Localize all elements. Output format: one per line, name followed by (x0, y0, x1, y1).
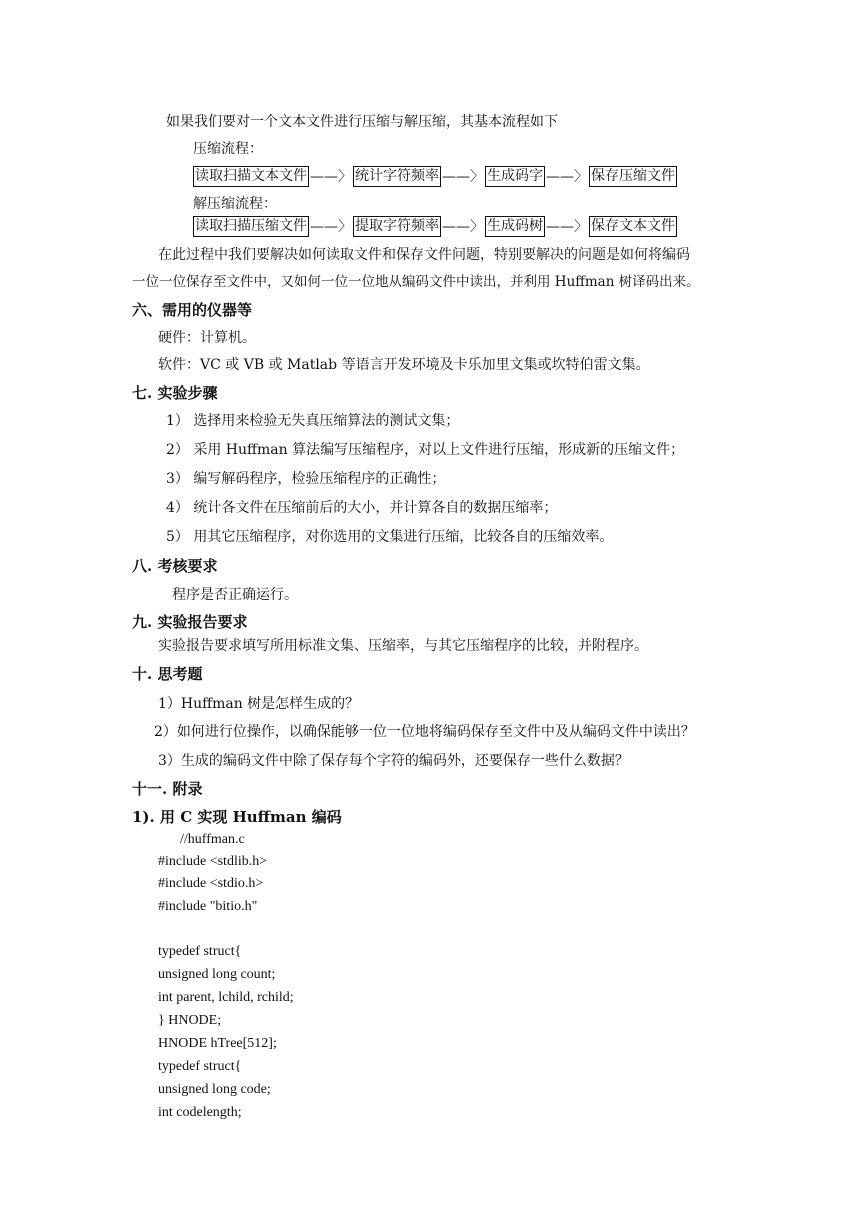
code-line: //huffman.c (180, 832, 245, 847)
list-item: 5） 用其它压缩程序，对你选用的文集进行压缩，比较各自的压缩效率。 (166, 529, 614, 545)
code-line: typedef struct{ (158, 944, 242, 959)
section-heading: 十. 思考题 (132, 665, 203, 683)
code-line: #include "bitio.h" (158, 899, 258, 914)
compress-flow (193, 166, 677, 187)
code-line: #include <stdlib.h> (158, 854, 268, 869)
compress-flow-label: 压缩流程： (193, 141, 263, 157)
flow-arrow: ——〉 (310, 218, 352, 235)
flow-arrow: ——〉 (546, 168, 588, 185)
section-heading: 八. 考核要求 (132, 557, 218, 575)
list-item: 4） 统计各文件在压缩前后的大小，并计算各自的数据压缩率； (166, 500, 558, 516)
subsection-heading: 1). 用 C 实现 Huffman 编码 (132, 808, 342, 826)
software-text: 软件：VC 或 VB 或 Matlab 等语言开发环境及卡乐加里文集或坎特伯雷文集。 (158, 357, 650, 373)
decompress-step-box: 提取字符频率 (353, 216, 441, 237)
compress-step-box: 读取扫描文本文件 (193, 166, 309, 187)
section-heading: 十一. 附录 (132, 780, 203, 798)
question-item: 1）Huffman 树是怎样生成的？ (158, 696, 360, 712)
decompress-step-box: 读取扫描压缩文件 (193, 216, 309, 237)
list-item: 1） 选择用来检验无失真压缩算法的测试文集； (166, 413, 460, 429)
compress-step-box: 统计字符频率 (353, 166, 441, 187)
decompress-step-box: 生成码树 (485, 216, 545, 237)
paragraph-line: 在此过程中我们要解决如何读取文件和保存文件问题，特别要解决的问题是如何将编码 (158, 247, 690, 263)
section-heading: 七. 实验步骤 (132, 384, 218, 402)
flow-arrow: ——〉 (546, 218, 588, 235)
decompress-flow (193, 216, 677, 237)
flow-arrow: ——〉 (442, 168, 484, 185)
paragraph-line: 一位一位保存至文件中，又如何一位一位地从编码文件中读出，并利用 Huffman 树译码出来。 (132, 274, 700, 290)
code-line: HNODE hTree[512]; (158, 1036, 277, 1051)
decompress-flow-label: 解压缩流程： (193, 196, 277, 212)
question-item: 3）生成的编码文件中除了保存每个字符的编码外，还要保存一些什么数据？ (158, 753, 629, 769)
intro-text: 如果我们要对一个文本文件进行压缩与解压缩，其基本流程如下 (166, 114, 558, 130)
compress-step-box: 生成码字 (485, 166, 545, 187)
code-line: } HNODE; (158, 1013, 222, 1028)
assessment-text: 程序是否正确运行。 (172, 587, 298, 603)
report-text: 实验报告要求填写所用标准文集、压缩率，与其它压缩程序的比较，并附程序。 (158, 638, 648, 654)
hardware-text: 硬件：计算机。 (158, 330, 256, 346)
flow-arrow: ——〉 (310, 168, 352, 185)
section-heading: 六、需用的仪器等 (132, 301, 253, 319)
code-line: int codelength; (158, 1105, 242, 1120)
question-item: 2）如何进行位操作，以确保能够一位一位地将编码保存至文件中及从编码文件中读出？ (154, 724, 695, 740)
section-heading: 九. 实验报告要求 (132, 613, 248, 631)
code-line: #include <stdio.h> (158, 876, 264, 891)
code-line: typedef struct{ (158, 1059, 242, 1074)
decompress-step-box: 保存文本文件 (589, 216, 677, 237)
list-item: 2） 采用 Huffman 算法编写压缩程序，对以上文件进行压缩，形成新的压缩文件； (166, 442, 685, 458)
compress-step-box: 保存压缩文件 (589, 166, 677, 187)
list-item: 3） 编写解码程序，检验压缩程序的正确性； (166, 471, 446, 487)
code-line: unsigned long count; (158, 967, 276, 982)
flow-arrow: ——〉 (442, 218, 484, 235)
code-line: int parent, lchild, rchild; (158, 990, 294, 1005)
code-line: unsigned long code; (158, 1082, 271, 1097)
